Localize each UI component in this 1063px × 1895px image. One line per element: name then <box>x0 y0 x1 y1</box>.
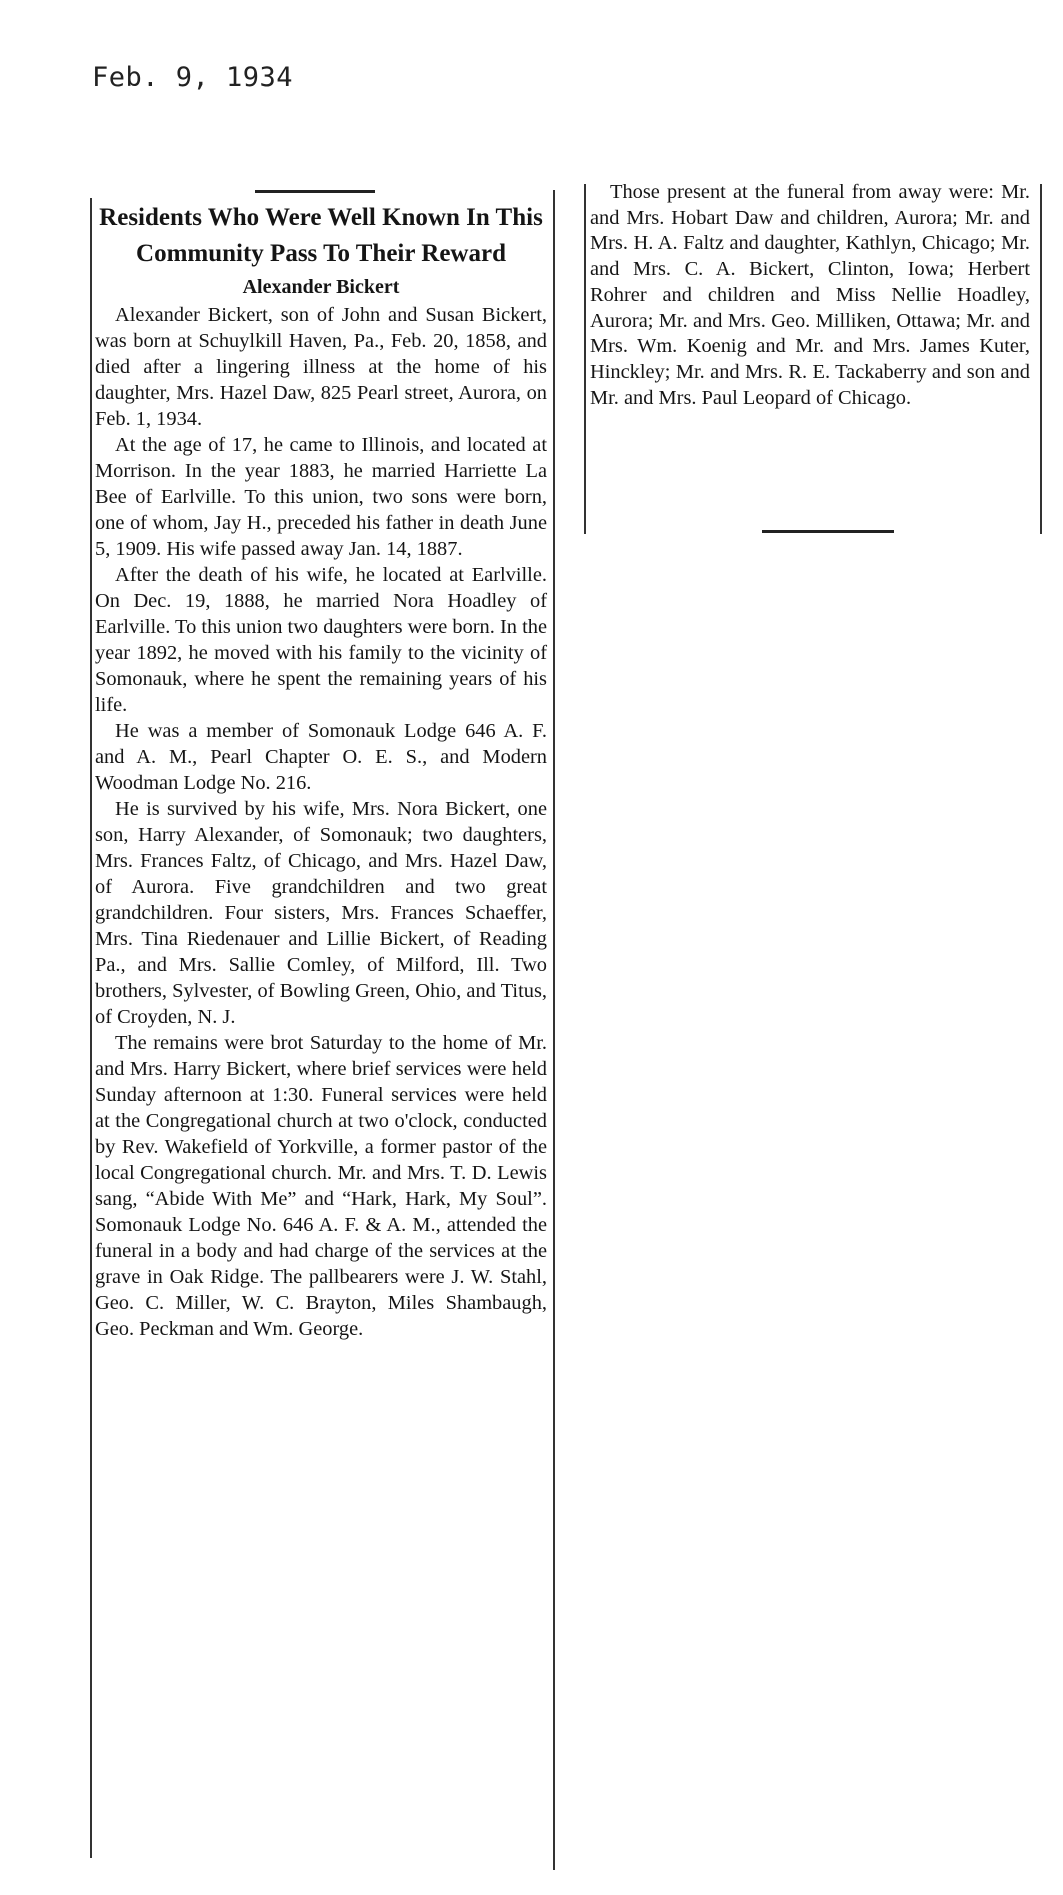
article-paragraph: The remains were brot Saturday to the home of Mr. and Mrs. Harry Bickert, where brief services were held Sunday afternoon at 1:30. Funeral services were held at the Congregational church at two o'clock, conducted by Rev. Wakefield of Yorkville, a former pastor of the local Congregational church. Mr. and Mrs. T. D. Lewis sang, “Abide With Me” and “Hark, Hark, My Soul”. Somonauk Lodge No. 646 A. F. & A. M., attended the funeral in a body and had charge of the services at the grave in Oak Ridge. The pallbearers were J. W. Stahl, Geo. C. Miller, W. C. Brayton, Miles Shambaugh, Geo. Peckman and Wm. George. <box>95 1032 547 1340</box>
article-main-column <box>95 180 547 1342</box>
middle-column-border <box>553 190 555 1870</box>
continuation-paragraph: Those present at the funeral from away were: Mr. and Mrs. Hobart Daw and children, Aurora; Mr. and Mrs. H. A. Faltz and daughter, Kathlyn, Chicago; Mr. and Mrs. C. A. Bickert, Clinton, Iowa; Herbert Rohrer and children and Miss Nellie Hoadley, Aurora; Mr. and Mrs. Geo. Milliken, Ottawa; Mr. and Mrs. Wm. Koenig and Mr. and Mrs. James Kuter, Hinckley; Mr. and Mrs. R. E. Tackaberry and son and Mr. and Mrs. Paul Leopard of Chicago. <box>590 181 1030 409</box>
article-paragraph: He was a member of Somonauk Lodge 646 A. F. and A. M., Pearl Chapter O. E. S., and Modern Woodman Lodge No. 216. <box>95 720 547 794</box>
article-paragraph: After the death of his wife, he located at Earlville. On Dec. 19, 1888, he married Nora Hoadley of Earlville. To this union two daughters were born. In the year 1892, he moved with his family to the vicinity of Somonauk, where he spent the remaining years of his life. <box>95 564 547 716</box>
article-paragraph: Alexander Bickert, son of John and Susan Bickert, was born at Schuylkill Haven, Pa., Feb. 20, 1858, and died after a lingering illness at the home of his daughter, Mrs. Hazel Daw, 825 Pearl street, Aurora, on Feb. 1, 1934. <box>95 304 547 430</box>
bottom-rule <box>762 530 894 533</box>
left-column-border <box>90 198 92 1858</box>
date-stamp: Feb. 9, 1934 <box>92 62 294 93</box>
article-continuation-column <box>590 180 1030 411</box>
right-column-right-border <box>1040 184 1042 534</box>
article-headline: Residents Who Were Well Known In This Community Pass To Their Reward <box>99 204 543 267</box>
article-paragraph: He is survived by his wife, Mrs. Nora Bickert, one son, Harry Alexander, of Somonauk; two daughters, Mrs. Frances Faltz, of Chicago, and Mrs. Hazel Daw, of Aurora. Five grandchildren and two great grandchildren. Four sisters, Mrs. Frances Schaeffer, Mrs. Tina Riedenauer and Lillie Bickert, of Reading Pa., and Mrs. Sallie Comley, of Milford, Ill. Two brothers, Sylvester, of Bowling Green, Ohio, and Titus, of Croyden, N. J. <box>95 798 547 1028</box>
right-column-left-border <box>584 184 586 534</box>
article-subhead: Alexander Bickert <box>242 276 400 298</box>
article-paragraph: At the age of 17, he came to Illinois, and located at Morrison. In the year 1883, he married Harriette La Bee of Earlville. To this union, two sons were born, one of whom, Jay H., preceded his father in death June 5, 1909. His wife passed away Jan. 14, 1887. <box>95 434 547 560</box>
